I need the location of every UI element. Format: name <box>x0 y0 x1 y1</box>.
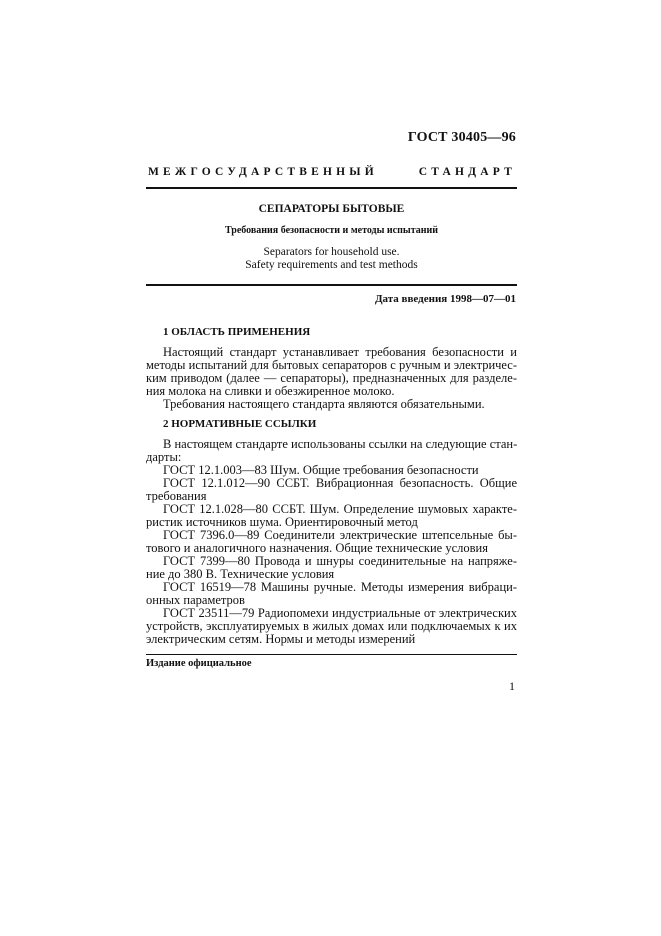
title-english <box>146 246 517 272</box>
reference-line: ристик источников шума. Ориентировочный метод <box>146 515 418 529</box>
body-line: дарты: <box>146 450 182 464</box>
reference-line: ГОСТ 7396.0—89 Соединители электрические штепсельные бы- <box>163 528 517 542</box>
reference-line: ГОСТ 12.1.028—80 ССБТ. Шум. Определение шумовых характе- <box>163 502 517 516</box>
official-edition-label: Издание официальное <box>146 658 252 669</box>
reference-line: ГОСТ 12.1.003—83 Шум. Общие требования безопасности <box>163 463 479 477</box>
reference-line: требования <box>146 489 207 503</box>
body-line: В настоящем стандарте использованы ссылки на следующие стан- <box>163 437 518 451</box>
footer-divider <box>146 654 517 655</box>
document-number: ГОСТ 30405—96 <box>407 130 516 145</box>
body-line: Настоящий стандарт устанавливает требования безопасности и <box>163 345 517 359</box>
reference-line: ГОСТ 16519—78 Машины ручные. Методы измерения вибраци- <box>163 580 517 594</box>
subtitle-russian: Требования безопасности и методы испытаний <box>224 225 439 236</box>
top-divider <box>146 187 517 189</box>
section-1-heading: 1 ОБЛАСТЬ ПРИМЕНЕНИЯ <box>163 326 311 338</box>
reference-line: ГОСТ 23511—79 Радиопомехи индустриальные от электрических <box>163 606 517 620</box>
reference-line: ГОСТ 7399—80 Провода и шнуры соединительные на напряже- <box>163 554 517 568</box>
body-line: ния молока на сливки и обезжиренное молоко. <box>146 384 395 398</box>
title-divider <box>146 284 517 286</box>
body-line: ким приводом (далее — сепараторы), предназначенных для разделе- <box>146 371 517 385</box>
body-line: Требования настоящего стандарта являются обязательными. <box>163 397 485 411</box>
title-english-line: Separators for household use. <box>263 246 400 258</box>
title-english-line: Safety requirements and test methods <box>245 259 418 271</box>
reference-line: тового и аналогичного назначения. Общие технические условия <box>146 541 488 555</box>
introduction-date: Дата введения 1998—07—01 <box>374 293 516 305</box>
interstate-standard-label: МЕЖГОСУДАРСТВЕННЫЙ СТАНДАРТ <box>148 166 516 178</box>
section-2-heading: 2 НОРМАТИВНЫЕ ССЫЛКИ <box>163 418 317 430</box>
title-russian: СЕПАРАТОРЫ БЫТОВЫЕ <box>258 203 405 215</box>
body-line: методы испытаний для бытовых сепараторов с ручным и электричес- <box>146 358 517 372</box>
reference-line: электрическим сетям. Нормы и методы измерений <box>146 632 416 646</box>
reference-line: онных параметров <box>146 593 245 607</box>
reference-line: ГОСТ 12.1.012—90 ССБТ. Вибрационная безопасность. Общие <box>163 476 517 490</box>
page-number: 1 <box>509 679 515 693</box>
reference-line: ние до 380 В. Технические условия <box>146 567 335 581</box>
reference-line: устройств, эксплуатируемых в жилых домах или подключаемых к их <box>146 619 517 633</box>
